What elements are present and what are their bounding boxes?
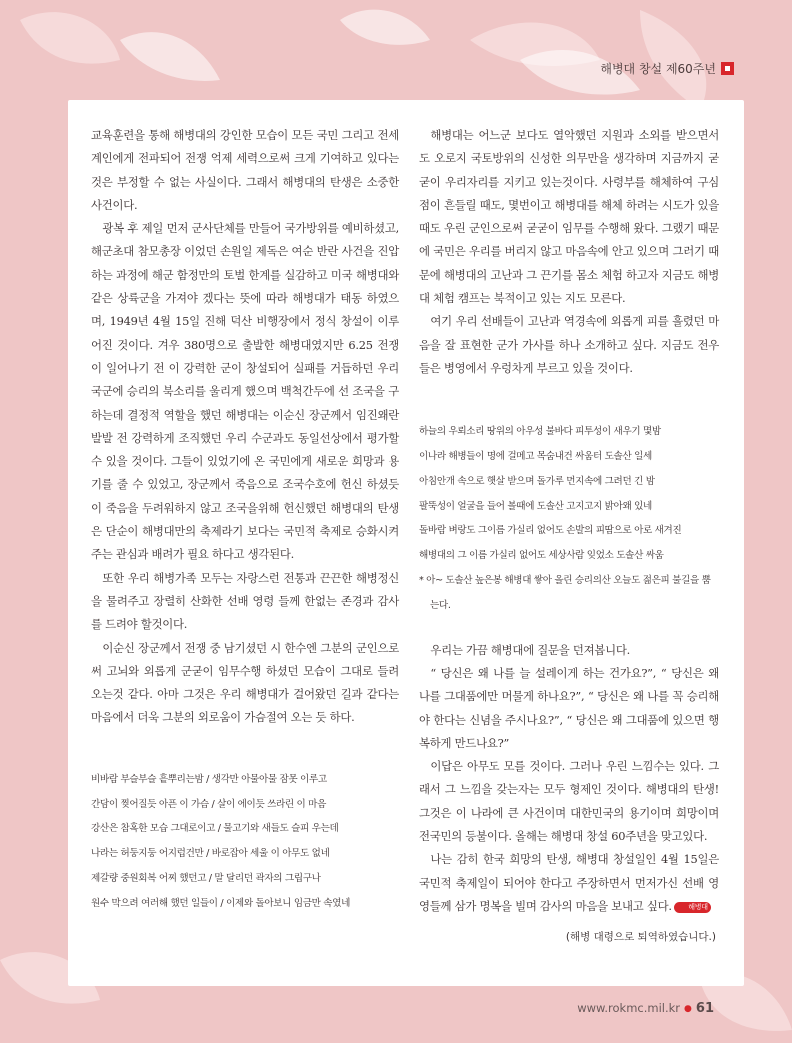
author-note: (해병 대령으로 퇴역하였습니다.) xyxy=(565,931,716,943)
petal-shape xyxy=(340,10,430,45)
song-line: 돌바람 벼랑도 그이름 가실리 없어도 손발의 피땀으로 아로 새겨진 xyxy=(419,525,682,537)
song-chorus-note: * 아~ 도솔산 높은봉 해병대 쌓아 올린 승리의산 오늘도 젊은피 불길을 뿜는다. xyxy=(419,575,711,611)
page-footer xyxy=(577,1001,714,1016)
marine-corps-badge: 해병대 xyxy=(674,902,711,913)
paragraph-text: 나는 감히 한국 희망의 탄생, 해병대 창설일인 4월 15일은 국민적 축제일이 되어야 한다고 주장하면서 먼저가신 선배 영영들께 삼가 명복을 빌며 감사의 마음을 보내고 싶다. xyxy=(419,852,719,913)
paragraph: 이순신 장군께서 전쟁 중 남기셨던 시 한수엔 그분의 군인으로써 고뇌와 외롭게 군굳이 임무수행 하셨던 모습이 그대로 들려 오는것 같다. 아마 그것은 우리 해병대가 걸어왔던 길과 같다는 마음에서 더욱 그분의 외로움이 가슴절여 오는 듯 하다. xyxy=(91,640,399,725)
website-url: www.rokmc.mil.kr xyxy=(577,1001,681,1015)
poem-line: 원수 막으려 여러해 했던 일들이 / 이제와 돌아보니 임금만 속였네 xyxy=(91,897,351,909)
song-line: 해병대의 그 이름 가실리 없어도 세상사람 잊었소 도솔산 싸움 xyxy=(419,550,664,562)
section-title: 해병대 창설 제60주년 xyxy=(600,61,716,76)
paragraph: 해병대는 어느군 보다도 열악했던 지원과 소외를 받으면서도 오로지 국토방위의 신성한 의무만을 생각하며 지금까지 굳굳이 우리자리를 지키고 있는것이다. 사령부를 해체하여 구심점이 흔들릴 때도, 몇번이고 해병대를 해체 하려는 시도가 있을때도 우린 군인으로써 굳굳이 임무를 수행해 왔다. 그랬기 때문에 국민은 우리를 버리지 않고 마음속에 안고 있으며 그러기 때문에 해병대의 고난과 그 끈기를 몸소 체험 하고자 지금도 해병대 체험 캠프는 북적이고 있는 지도 모른다. xyxy=(419,128,719,306)
poem-line: 나라는 허둥지둥 어지럽건만 / 바로잡아 세울 이 아무도 없네 xyxy=(91,848,330,860)
paragraph: 광복 후 제일 먼저 군사단체를 만들어 국가방위를 예비하셨고, 해군초대 참모총장 이었던 손원일 제독은 여순 반란 사건을 진압하는 과정에 해군 함정만의 토벌 한계를 실감하고 미국 해병대와 같은 상륙군을 가져야 겠다는 뜻에 따라 해병대가 태동 하였으며, 1949년 4월 15일 진해 덕산 비행장에서 정식 창설이 이루어진 것이다. 겨우 380명으로 출발한 해병대였지만 6.25 전쟁이 일어나기 전 이 강력한 군이 창설되어 실패를 거듭하던 우리 국군에 승리의 북소리를 울리게 했으며 백척간두에 선 조국을 구하는데 결정적 역할을 했던 해병대는 이순신 장군께서 임진왜란 발발 전 강력하게 조직했던 우리 수군과도 동일선상에서 평가할수 있을 것이다. 그들이 있었기에 온 국민에게 새로운 희망과 용기를 줄 수 있었고, 장군께서 죽음으로 조국수호에 헌신 하셨듯이 죽음을 두려워하지 않고 조국을위해 헌신했던 해병대의 탄생은 단순이 해병대만의 축제라기 보다는 국민적 축제로 승화시켜주는 관심과 배려가 필요 하다고 생각된다. xyxy=(91,221,399,562)
bullet-icon: ● xyxy=(684,1004,692,1014)
paragraph: 이답은 아무도 모를 것이다. 그러나 우린 느낌수는 있다. 그래서 그 느낌을 갖는자는 모두 형제인 것이다. 해병대의 탄생! 그것은 이 나라에 큰 사건이며 대한민국의 용기이며 희망이며 전국민의 등불이다. 올해는 해병대 창설 60주년을 맞고있다. xyxy=(419,759,719,844)
song-line: 이나라 해병들이 명에 걸메고 목숨내건 싸움터 도솔산 일세 xyxy=(419,451,652,463)
poem-line: 제갈량 중원회복 어찌 했던고 / 말 달리던 곽자의 그립구나 xyxy=(91,872,321,884)
page-number: 61 xyxy=(695,1001,714,1016)
paragraph: 교육훈련을 통해 해병대의 강인한 모습이 모든 국민 그리고 전세계인에게 전파되어 전쟁 억제 세력으로써 크게 기여하고 있다는것은 부정할 수 없는 사실이다. 그래서 해병대의 탄생은 소중한 사건이다. xyxy=(91,128,399,212)
yi-sun-sin-poem xyxy=(91,768,399,917)
petal-shape xyxy=(120,32,220,81)
poem-line: 비바람 부슬부슬 흩뿌리는밤 / 생각만 아물아물 잠못 이루고 xyxy=(91,773,327,785)
petal-shape xyxy=(20,12,120,63)
paragraph: 또한 우리 해병가족 모두는 자랑스런 전통과 끈끈한 해병정신을 물려주고 장렬히 산화한 선배 영령 들께 한없는 존경과 감사를 드려야 할것이다. xyxy=(91,570,399,632)
page-header xyxy=(600,58,734,78)
military-song-lyrics xyxy=(419,420,719,618)
poem-line: 간담이 찢어질듯 아픈 이 가슴 / 살이 에이듯 쓰라린 이 마음 xyxy=(91,798,326,810)
paragraph: 여기 우리 선배들이 고난과 역경속에 외롭게 피를 흘렸던 마음을 잘 표현한 군가 가사를 하나 소개하고 싶다. 지금도 전우들은 병영에서 우렁차게 부르고 있을 것이다. xyxy=(419,314,719,375)
paragraph xyxy=(419,848,719,918)
red-square-icon xyxy=(721,62,734,75)
closing-section xyxy=(419,639,719,919)
song-line: 팔뚝성이 얼굴을 들어 볼때에 도솔산 고지고지 밝아왜 있네 xyxy=(419,500,652,512)
poem-line: 강산은 참혹한 모습 그대로이고 / 물고기와 새들도 슬피 우는데 xyxy=(91,823,339,835)
right-column xyxy=(419,124,719,918)
song-line: 아침안개 속으로 햇살 받으며 돌가루 먼지속에 그려던 긴 밤 xyxy=(419,475,655,487)
song-line: 하늘의 우뢰소리 땅위의 아우성 불바다 피투성이 새우기 몇밤 xyxy=(419,426,661,438)
paragraph: 우리는 가끔 해병대에 질문을 던져봅니다. xyxy=(430,642,631,657)
paragraph: “ 당신은 왜 나를 늘 설레이게 하는 건가요?”, “ 당신은 왜 나를 그대품에만 머물게 하나요?”, “ 당신은 왜 나를 꼭 승리해야 한다는 신념을 주시나요?”, “ 당신은 왜 그대품에 있으면 행복하게 만드나요?” xyxy=(419,665,719,750)
left-column xyxy=(91,124,399,917)
